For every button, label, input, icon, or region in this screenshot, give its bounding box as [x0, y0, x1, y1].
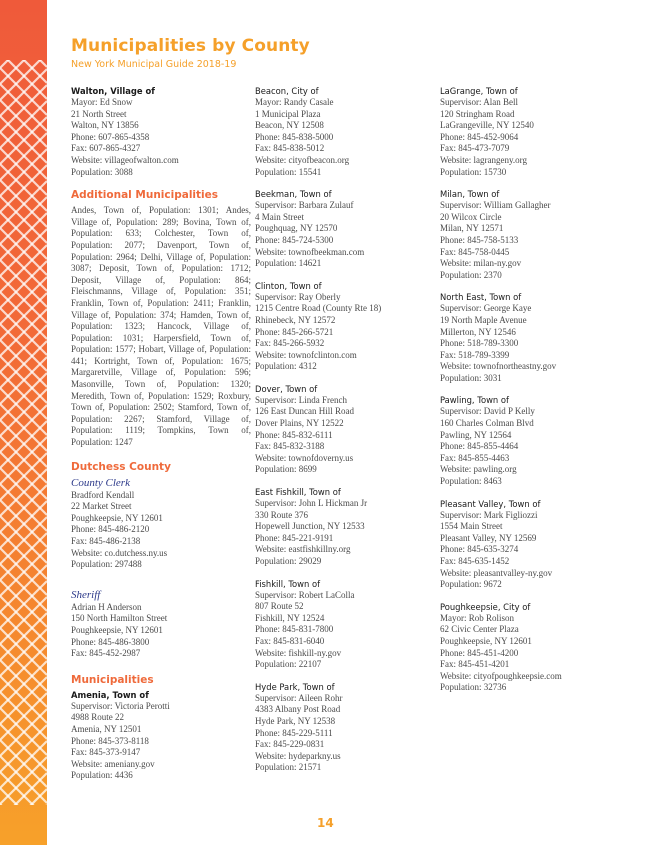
municipality-name: LaGrange, Town of: [440, 86, 518, 96]
lattice-stroke: [0, 0, 47, 19]
sheriff-name-line: Adrian H Anderson: [71, 601, 142, 612]
municipality-entry: [440, 602, 620, 694]
address-line: 22 Market Street: [71, 501, 132, 512]
additional-municipalities-heading: Additional Municipalities: [71, 189, 219, 202]
website-line: Website: milan-ny.gov: [440, 258, 522, 269]
fax-line: Fax: 845-266-5932: [255, 338, 325, 349]
website-line: Website: pawling.org: [440, 464, 517, 475]
address-line: 120 Stringham Road: [440, 108, 515, 119]
column-2: [255, 86, 435, 785]
phone-line: Phone: 845-838-5000: [255, 131, 334, 142]
city-line: Fishkill, NY 12524: [255, 612, 325, 623]
official-line: Supervisor: George Kaye: [440, 303, 532, 314]
official-line: Supervisor: Mark Figliozzi: [440, 509, 538, 520]
population-line: Population: 2370: [440, 269, 502, 280]
lattice-stroke: [0, 5, 47, 52]
lattice-stroke: [0, 820, 47, 845]
page-number: 14: [317, 816, 334, 830]
county-clerk-entry: [71, 477, 251, 571]
municipality-entry: [255, 579, 435, 671]
fax-line: Fax: 845-832-3188: [255, 441, 325, 452]
website-line: Website: townofdoverny.us: [255, 452, 354, 463]
official-line: Supervisor: Linda French: [255, 394, 347, 405]
city-line: Dover Plains, NY 12522: [255, 418, 344, 429]
phone-line: Phone: 845-855-4464: [440, 441, 519, 452]
phone-line: Phone: 607-865-4358: [71, 131, 150, 142]
website-line: Website: hydeparkny.us: [255, 750, 341, 761]
official-line: Mayor: Rob Rolison: [440, 612, 515, 623]
website-line: Website: ameniany.gov: [71, 758, 155, 769]
population-line: Population: 297488: [71, 559, 142, 570]
city-line: Poughquag, NY 12570: [255, 223, 338, 234]
municipality-entry: [71, 690, 251, 782]
city-line: Hopewell Junction, NY 12533: [255, 521, 365, 532]
municipality-name: North East, Town of: [440, 292, 522, 303]
municipalities-heading: Municipalities: [71, 673, 154, 686]
municipality-entry: [255, 281, 435, 373]
municipality-name: Beekman, Town of: [255, 189, 332, 200]
population-line: Population: 14621: [255, 258, 322, 269]
municipality-name: Clinton, Town of: [255, 280, 322, 291]
fax-line: Fax: 845-229-0831: [255, 739, 325, 750]
phone-line: Phone: 845-486-3800: [71, 636, 150, 647]
city-line: Walton, NY 13856: [71, 120, 139, 131]
website-line: Website: townofbeekman.com: [255, 246, 365, 257]
municipality-entry: [255, 189, 435, 270]
municipality-entry: [255, 682, 435, 774]
website-line: Website: cityofbeacon.org: [255, 154, 350, 165]
dutchess-county-heading: Dutchess County: [71, 460, 171, 473]
lattice-stroke: [0, 0, 47, 36]
sheriff-entry: [71, 589, 251, 660]
municipality-name: Fishkill, Town of: [255, 578, 321, 589]
municipality-name: Hyde Park, Town of: [255, 681, 335, 692]
population-line: Population: 15730: [440, 166, 507, 177]
fax-line: Fax: 845-758-0445: [440, 246, 510, 257]
city-line: LaGrangeville, NY 12540: [440, 120, 534, 131]
column-1: [71, 86, 251, 793]
fax-line: Fax: 845-635-1452: [440, 556, 510, 566]
phone-line: Phone: 845-451-4200: [440, 647, 519, 658]
website-line: Website: co.dutchess.ny.us: [71, 547, 168, 558]
official-line: Supervisor: Robert LaColla: [255, 589, 355, 600]
address-line: 21 North Street: [71, 108, 127, 119]
page-title: Municipalities by County: [71, 36, 310, 56]
phone-line: Phone: 845-266-5721: [255, 326, 334, 337]
population-line: Population: 3088: [71, 166, 133, 177]
municipality-entry: [440, 86, 620, 178]
address-line: 1 Municipal Plaza: [255, 108, 321, 119]
lattice-stroke: [0, 0, 47, 35]
clerk-name-line: Bradford Kendall: [71, 489, 135, 500]
phone-line: Phone: 845-229-5111: [255, 727, 333, 738]
population-line: Population: 3031: [440, 372, 502, 383]
lattice-stroke: [0, 836, 47, 845]
address-line: 330 Route 376: [255, 509, 308, 520]
website-line: Website: villageofwalton.com: [71, 154, 179, 165]
official-line: Supervisor: John L Hickman Jr: [255, 498, 368, 509]
additional-municipalities-text: Andes, Town of, Population: 1301; Andes, Village of, Population: 289; Bovina, Town of, Population: 633; Colchester, Town of, Population: 2077; Davenport, Town of, Population: 2964; Delhi, Village of, Population: 3087; Deposit, Town of, Population: 1712; Deposit, Village of, Population: 864; Fleischmanns, Village of, Population: 351; Franklin, Town of, Population: 2411; Franklin, Village of, Population: 374; Hamden, Town of, Population: 1323; Hancock, Village of, Population: 1031; Harpersfield, Town of, Population: 1577; Hobart, Village of, Population: 441; Kortright, Town of, Population: 1675; Margaretville, Village of, Population: 596; Masonville, Town of, Population: 1320; Meredith, Town of, Population: 1529; Roxbury, Town of, Population: 2502; Stamford, Town of, Population: 2267; Stamford, Village of, Population: 1119; Tompkins, Town of, Population: 1247: [71, 205, 251, 448]
city-line: Poughkeepsie, NY 12601: [71, 512, 163, 523]
lattice-stroke: [0, 821, 47, 845]
address-line: 19 North Maple Avenue: [440, 314, 527, 325]
fax-line: Fax: 845-451-4201: [440, 659, 510, 670]
municipality-name: Amenia, Town of: [71, 689, 149, 700]
lattice-pattern-icon: [0, 0, 47, 845]
municipality-entry: [71, 86, 251, 178]
population-line: Population: 8463: [440, 476, 502, 487]
address-line: 807 Route 52: [255, 601, 304, 612]
municipality-name: Poughkeepsie, City of: [440, 601, 531, 612]
address-line: 160 Charles Colman Blvd: [440, 418, 534, 429]
population-line: Population: 4436: [71, 770, 133, 781]
municipality-name: East Fishkill, Town of: [255, 487, 341, 498]
fax-line: Fax: 607-865-4327: [71, 143, 141, 154]
population-line: Population: 15541: [255, 166, 322, 177]
municipality-entry: [440, 189, 620, 281]
lattice-stroke: [0, 804, 47, 845]
fax-line: Fax: 845-486-2138: [71, 536, 141, 546]
decorative-sidebar: [0, 0, 47, 845]
municipality-name: Pleasant Valley, Town of: [440, 498, 541, 509]
official-line: Supervisor: Barbara Zulauf: [255, 200, 354, 211]
website-line: Website: eastfishkillny.org: [255, 544, 351, 555]
fax-line: Fax: 845-473-7079: [440, 143, 510, 154]
lattice-stroke: [0, 4, 47, 51]
city-line: Pawling, NY 12564: [440, 429, 512, 440]
lattice-stroke: [0, 0, 47, 4]
address-line: 20 Wilcox Circle: [440, 211, 502, 222]
city-line: Hyde Park, NY 12538: [255, 715, 336, 726]
city-line: Pleasant Valley, NY 12569: [440, 532, 537, 543]
address-line: 1215 Centre Road (County Rte 18): [255, 303, 382, 314]
official-line: Supervisor: William Gallagher: [440, 200, 551, 211]
municipality-entry: [255, 384, 435, 476]
address-line: 4383 Albany Post Road: [255, 704, 341, 715]
phone-line: Phone: 845-832-6111: [255, 429, 333, 440]
mayor-line: Mayor: Ed Snow: [71, 97, 133, 107]
municipality-name: Beacon, City of: [255, 86, 319, 96]
website-line: Website: townofclinton.com: [255, 349, 357, 360]
phone-line: Phone: 845-373-8118: [71, 735, 149, 746]
population-line: Population: 4312: [255, 361, 317, 372]
municipality-entry: [255, 487, 435, 568]
phone-line: Phone: 845-758-5133: [440, 234, 519, 245]
city-line: Beacon, NY 12508: [255, 120, 324, 131]
website-line: Website: townofnortheastny.gov: [440, 361, 557, 372]
city-line: Rhinebeck, NY 12572: [255, 314, 336, 325]
phone-line: Phone: 845-486-2120: [71, 524, 150, 535]
fax-line: Fax: 845-452-2987: [71, 648, 141, 659]
city-line: Millerton, NY 12546: [440, 326, 516, 337]
official-line: Supervisor: Alan Bell: [440, 97, 518, 107]
municipality-entry: [255, 86, 435, 178]
lattice-stroke: [0, 0, 47, 20]
supervisor-line: Supervisor: Victoria Perotti: [71, 700, 170, 711]
address-line: 126 East Duncan Hill Road: [255, 406, 354, 417]
municipality-name: Pawling, Town of: [440, 395, 509, 406]
fax-line: Fax: 845-373-9147: [71, 747, 141, 758]
address-line: 1554 Main Street: [440, 521, 503, 532]
phone-line: Phone: 845-635-3274: [440, 544, 519, 555]
website-line: Website: fishkill-ny.gov: [255, 647, 342, 658]
municipality-name: Dover, Town of: [255, 383, 318, 394]
sheriff-role: Sheriff: [71, 588, 101, 601]
official-line: Mayor: Randy Casale: [255, 97, 334, 107]
fax-line: Fax: 518-789-3399: [440, 349, 510, 360]
official-line: Supervisor: Ray Oberly: [255, 291, 341, 302]
county-clerk-role: County Clerk: [71, 476, 130, 489]
column-3: [440, 86, 620, 705]
municipality-name: Milan, Town of: [440, 189, 500, 200]
population-line: Population: 32736: [440, 682, 507, 693]
population-line: Population: 21571: [255, 762, 322, 773]
website-line: Website: pleasantvalley-ny.gov: [440, 567, 553, 578]
city-line: Poughkeepsie, NY 12601: [71, 624, 163, 635]
fax-line: Fax: 845-855-4463: [440, 452, 510, 463]
population-line: Population: 8699: [255, 464, 317, 475]
phone-line: Phone: 845-452-9064: [440, 131, 519, 142]
phone-line: Phone: 845-831-7800: [255, 624, 334, 635]
address-line: 62 Civic Center Plaza: [440, 624, 519, 635]
city-line: Poughkeepsie, NY 12601: [440, 635, 532, 646]
lattice-stroke: [0, 805, 47, 845]
phone-line: Phone: 518-789-3300: [440, 338, 519, 349]
website-line: Website: cityofpoughkeepsie.com: [440, 670, 562, 681]
website-line: Website: lagrangeny.org: [440, 154, 527, 165]
lattice-stroke: [0, 837, 47, 845]
municipality-entry: [440, 499, 620, 591]
page-subtitle: New York Municipal Guide 2018-19: [71, 59, 237, 70]
city-line: Amenia, NY 12501: [71, 723, 142, 734]
address-line: 4988 Route 22: [71, 712, 124, 723]
municipality-entry: [440, 395, 620, 487]
lattice-stroke: [0, 20, 47, 67]
official-line: Supervisor: David P Kelly: [440, 406, 535, 417]
city-line: Milan, NY 12571: [440, 223, 504, 234]
address-line: 150 North Hamilton Street: [71, 613, 168, 624]
phone-line: Phone: 845-221-9191: [255, 532, 334, 543]
population-line: Population: 29029: [255, 556, 322, 566]
population-line: Population: 9672: [440, 579, 502, 590]
address-line: 4 Main Street: [255, 211, 304, 222]
official-line: Supervisor: Aileen Rohr: [255, 692, 343, 703]
lattice-stroke: [0, 0, 47, 3]
fax-line: Fax: 845-838-5012: [255, 143, 325, 154]
municipality-name: Walton, Village of: [71, 86, 155, 96]
fax-line: Fax: 845-831-6040: [255, 635, 325, 646]
population-line: Population: 22107: [255, 659, 322, 670]
phone-line: Phone: 845-724-5300: [255, 234, 334, 245]
municipality-entry: [440, 292, 620, 384]
